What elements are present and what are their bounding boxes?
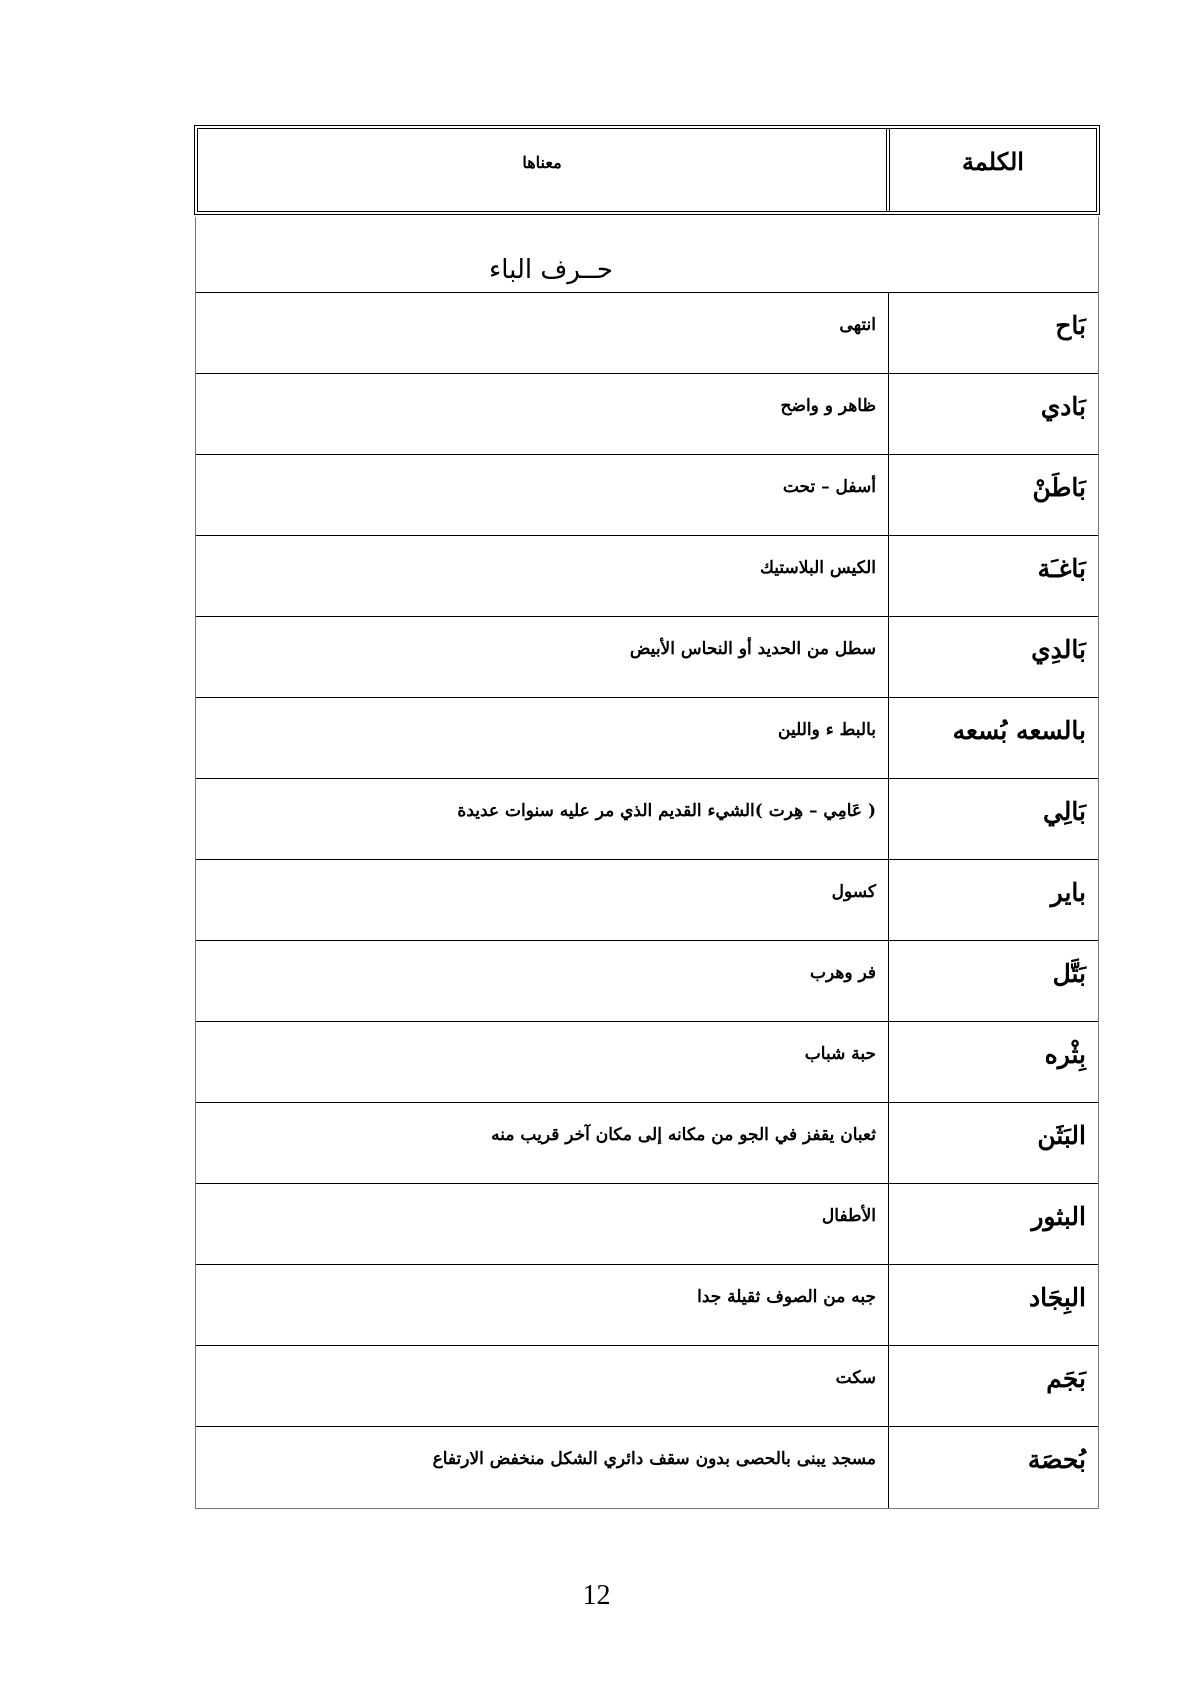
word-cell: بِثْره — [888, 1022, 1098, 1102]
word-cell: بَاح — [888, 293, 1098, 373]
word-cell: بُحصَة — [888, 1427, 1098, 1508]
meaning-cell: أسفل – تحت — [782, 477, 876, 497]
meaning-cell: ثعبان يقفز في الجو من مكانه إلى مكان آخر قريب منه — [491, 1125, 876, 1145]
word-cell: بَتَّل — [888, 941, 1098, 1021]
meaning-cell: ( عَامِي – هِرت )الشيء القديم الذي مر عليه سنوات عديدة — [457, 801, 876, 821]
section-row — [196, 217, 1098, 293]
table-row — [196, 1103, 1098, 1184]
table-row — [196, 1184, 1098, 1265]
table-row — [196, 860, 1098, 941]
meaning-cell: انتهى — [839, 315, 876, 335]
page-number: 12 — [582, 1580, 611, 1611]
meaning-cell: الكيس البلاستيك — [759, 558, 876, 578]
table-row — [196, 1346, 1098, 1427]
glossary-table — [195, 217, 1099, 1509]
table-row — [196, 617, 1098, 698]
meaning-cell: سطل من الحديد أو النحاس الأبيض — [629, 639, 876, 659]
word-cell: بَجَم — [888, 1346, 1098, 1426]
table-row — [196, 374, 1098, 455]
meaning-cell: حبة شباب — [804, 1044, 876, 1064]
word-cell: بَاطَنْ — [888, 455, 1098, 535]
table-row — [196, 1022, 1098, 1103]
meaning-cell: ظاهر و واضح — [780, 396, 876, 416]
word-cell: البِجَاد — [888, 1265, 1098, 1345]
table-row — [196, 941, 1098, 1022]
word-cell: بَادي — [888, 374, 1098, 454]
table-header — [194, 125, 1100, 215]
table-row — [196, 293, 1098, 374]
header-meaning-cell: معناها — [522, 153, 562, 172]
word-cell: باير — [888, 860, 1098, 940]
table-row — [196, 455, 1098, 536]
meaning-cell: كسول — [831, 882, 876, 902]
meaning-cell: الأطفال — [821, 1206, 876, 1226]
word-cell: بَاغـَة — [888, 536, 1098, 616]
table-row — [196, 698, 1098, 779]
word-cell: بالسعه بُسعه — [888, 698, 1098, 778]
meaning-cell: بالبط ء واللين — [778, 720, 876, 740]
meaning-cell: سكت — [835, 1368, 876, 1388]
header-word-cell: الكلمة — [886, 129, 1096, 211]
glossary-rows — [196, 293, 1098, 1508]
table-row — [196, 779, 1098, 860]
meaning-cell: جبه من الصوف ثقيلة جدا — [697, 1287, 876, 1307]
table-row — [196, 536, 1098, 617]
table-row — [196, 1427, 1098, 1508]
meaning-cell: فر وهرب — [810, 963, 876, 983]
word-cell: البثور — [888, 1184, 1098, 1264]
word-cell: البَثَن — [888, 1103, 1098, 1183]
table-row — [196, 1265, 1098, 1346]
section-title: حــرف الباء — [488, 255, 613, 285]
word-cell: بَالِي — [888, 779, 1098, 859]
word-cell: بَالدِي — [888, 617, 1098, 697]
meaning-cell: مسجد يبنى بالحصى بدون سقف دائري الشكل منخفض الارتفاع — [432, 1449, 876, 1469]
